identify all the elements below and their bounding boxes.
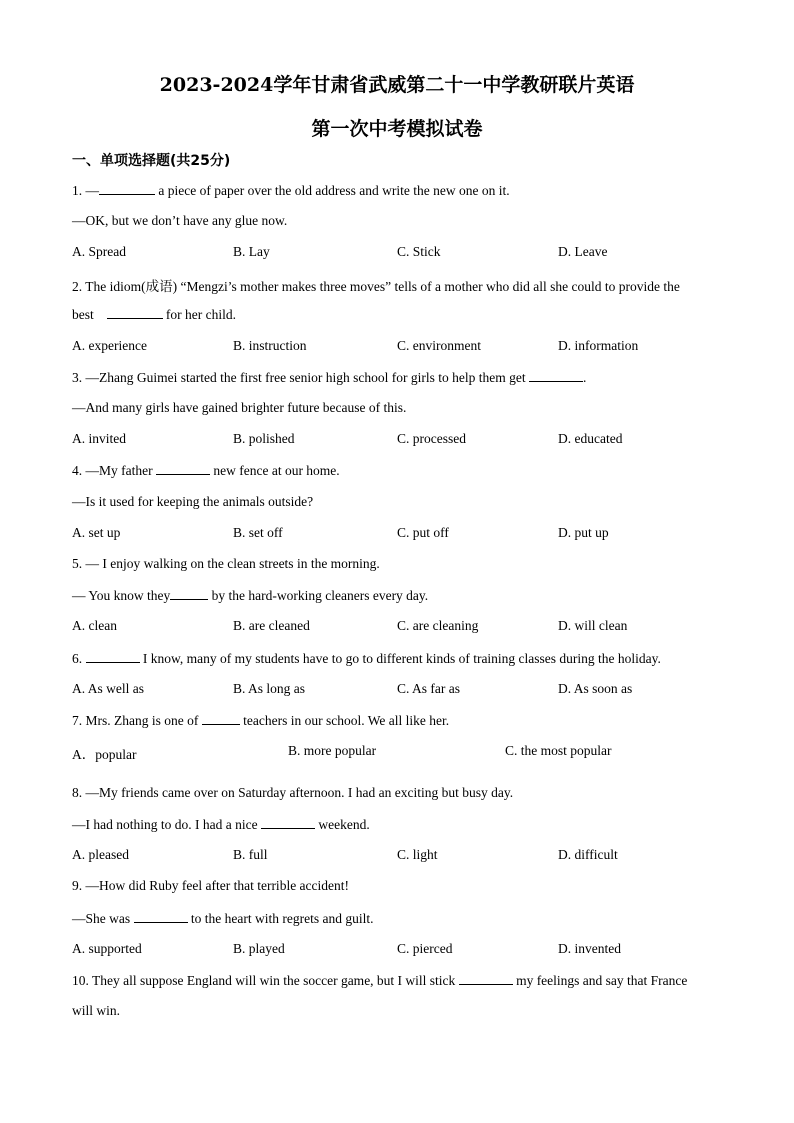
question-7-option-c: C. the most popular: [505, 743, 612, 758]
question-9-option-c: C. pierced: [397, 941, 453, 956]
question-5-stem: 5. — I enjoy walking on the clean streets in the morning.: [72, 556, 380, 571]
question-9-reply: —She was to the heart with regrets and guilt.: [72, 911, 374, 926]
question-6-option-b: B. As long as: [233, 681, 306, 696]
answer-blank: [170, 587, 208, 600]
question-8-reply: —I had nothing to do. I had a nice weekend.: [72, 817, 370, 832]
exam-title-line-1: 2023-2024学年甘肃省武威第二十一中学教研联片英语: [159, 74, 635, 96]
answer-blank: [86, 650, 140, 663]
question-7-option-a: A．popular: [72, 747, 137, 762]
question-3-stem: 3. —Zhang Guimei started the first free senior high school for girls to help them get .: [72, 370, 587, 385]
question-8-option-b: B. full: [233, 847, 268, 862]
question-2-stem: 2. The idiom(成语) “Mengzi’s mother makes three moves” tells of a mother who did all she could to provide the: [72, 279, 680, 294]
question-2-stem-continued: best for her child.: [72, 307, 236, 322]
answer-blank: [134, 910, 188, 923]
answer-blank: [261, 816, 315, 829]
question-4-reply: —Is it used for keeping the animals outside?: [72, 494, 314, 509]
question-10-stem-continued: will win.: [72, 1003, 121, 1018]
question-3-reply: —And many girls have gained brighter future because of this.: [72, 400, 407, 415]
question-1-option-a: A. Spread: [72, 244, 126, 259]
question-5-option-d: D. will clean: [558, 618, 628, 633]
question-5-option-a: A. clean: [72, 618, 117, 633]
question-5-reply: — You know they by the hard-working cleaners every day.: [72, 588, 429, 603]
question-1-option-d: D. Leave: [558, 244, 608, 259]
question-7-stem: 7. Mrs. Zhang is one of teachers in our school. We all like her.: [72, 713, 450, 728]
question-2-option-d: D. information: [558, 338, 639, 353]
question-1-option-c: C. Stick: [397, 244, 441, 259]
answer-blank: [107, 306, 163, 319]
exam-title-line-2: 第一次中考模拟试卷: [311, 118, 483, 140]
question-10-stem: 10. They all suppose England will win the soccer game, but I will stick my feelings and say that France: [72, 973, 688, 988]
question-1-stem: 1. — a piece of paper over the old address and write the new one on it.: [72, 183, 510, 198]
question-2-option-a: A. experience: [72, 338, 147, 353]
question-4-option-c: C. put off: [397, 525, 449, 540]
question-9-option-a: A. supported: [72, 941, 142, 956]
question-9-option-b: B. played: [233, 941, 285, 956]
question-4-option-d: D. put up: [558, 525, 609, 540]
section-heading: 一、单项选择题(共25分): [72, 153, 231, 169]
question-5-option-c: C. are cleaning: [397, 618, 479, 633]
question-8-option-c: C. light: [397, 847, 438, 862]
answer-blank: [459, 972, 513, 985]
answer-blank: [202, 712, 240, 725]
question-2-option-b: B. instruction: [233, 338, 307, 353]
question-9-stem: 9. —How did Ruby feel after that terrible accident!: [72, 878, 350, 893]
question-8-option-d: D. difficult: [558, 847, 618, 862]
answer-blank: [156, 462, 210, 475]
question-6-stem: 6. I know, many of my students have to go to different kinds of training classes during the holiday.: [72, 651, 661, 666]
question-5-option-b: B. are cleaned: [233, 618, 310, 633]
question-4-option-a: A. set up: [72, 525, 121, 540]
question-6-option-a: A. As well as: [72, 681, 144, 696]
question-9-option-d: D. invented: [558, 941, 621, 956]
question-2-option-c: C. environment: [397, 338, 481, 353]
question-6-option-d: D. As soon as: [558, 681, 633, 696]
question-3-option-b: B. polished: [233, 431, 295, 446]
answer-blank: [99, 182, 155, 195]
question-8-stem: 8. —My friends came over on Saturday afternoon. I had an exciting but busy day.: [72, 785, 514, 800]
question-6-option-c: C. As far as: [397, 681, 460, 696]
question-3-option-d: D. educated: [558, 431, 623, 446]
question-1-reply: —OK, but we don’t have any glue now.: [72, 213, 288, 228]
question-8-option-a: A. pleased: [72, 847, 129, 862]
question-4-option-b: B. set off: [233, 525, 283, 540]
question-7-option-b: B. more popular: [288, 743, 377, 758]
question-3-option-a: A. invited: [72, 431, 126, 446]
question-4-stem: 4. —My father new fence at our home.: [72, 463, 340, 478]
question-3-option-c: C. processed: [397, 431, 466, 446]
question-1-option-b: B. Lay: [233, 244, 270, 259]
answer-blank: [529, 369, 583, 382]
